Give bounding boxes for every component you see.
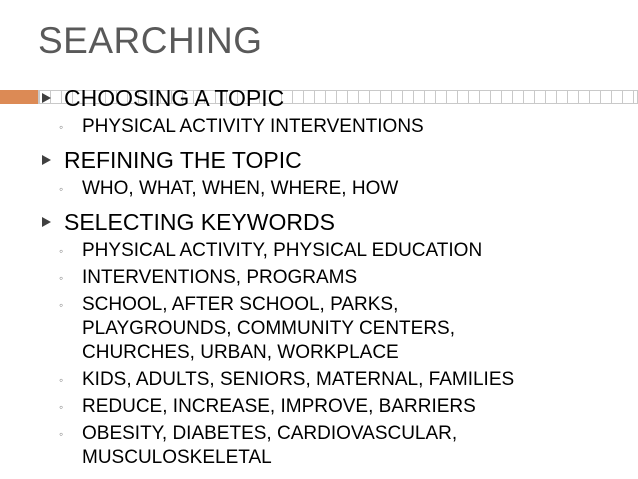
bullet-text: CHOOSING A TOPIC [64, 85, 285, 111]
sub-bullet-text: INTERVENTIONS, PROGRAMS [82, 267, 358, 288]
circle-bullet-icon: ◦ [59, 427, 64, 441]
sub-bullet-item [40, 293, 502, 365]
sub-bullet-text: SCHOOL, AFTER SCHOOL, PARKS, PLAYGROUNDS, COMMUNITY CENTERS, CHURCHES, URBAN, WORKPLACE [82, 294, 456, 363]
sub-bullet-item [40, 266, 630, 290]
sub-bullet-text: WHO, WHAT, WHEN, WHERE, HOW [82, 178, 399, 199]
sub-bullet-item [40, 422, 552, 470]
triangle-bullet-icon [42, 155, 51, 165]
bullet-item [40, 84, 630, 112]
sub-bullet-item [40, 395, 630, 419]
circle-bullet-icon: ◦ [59, 182, 64, 196]
sub-bullet-text: OBESITY, DIABETES, CARDIOVASCULAR, MUSCULOSKELETAL [82, 423, 458, 468]
circle-bullet-icon: ◦ [59, 373, 64, 387]
slide-title: SEARCHING [38, 20, 263, 61]
sub-bullet-item [40, 177, 630, 201]
bullet-item [40, 146, 630, 174]
circle-bullet-icon: ◦ [59, 298, 64, 312]
sub-bullet-item [40, 239, 630, 263]
circle-bullet-icon: ◦ [59, 120, 64, 134]
triangle-bullet-icon [42, 217, 51, 227]
slide-body [40, 84, 630, 470]
circle-bullet-icon: ◦ [59, 244, 64, 258]
title-rule-accent [0, 90, 38, 104]
sub-bullet-text: KIDS, ADULTS, SENIORS, MATERNAL, FAMILIES [82, 369, 515, 390]
triangle-bullet-icon [42, 93, 51, 103]
sub-bullet-text: PHYSICAL ACTIVITY, PHYSICAL EDUCATION [82, 240, 483, 261]
sub-bullet-text: REDUCE, INCREASE, IMPROVE, BARRIERS [82, 396, 476, 417]
circle-bullet-icon: ◦ [59, 271, 64, 285]
bullet-text: SELECTING KEYWORDS [64, 209, 335, 235]
sub-bullet-text: PHYSICAL ACTIVITY INTERVENTIONS [82, 116, 424, 137]
bullet-item [40, 208, 630, 236]
bullet-text: REFINING THE TOPIC [64, 147, 302, 173]
sub-bullet-item [40, 115, 630, 139]
sub-bullet-item [40, 368, 552, 392]
circle-bullet-icon: ◦ [59, 400, 64, 414]
